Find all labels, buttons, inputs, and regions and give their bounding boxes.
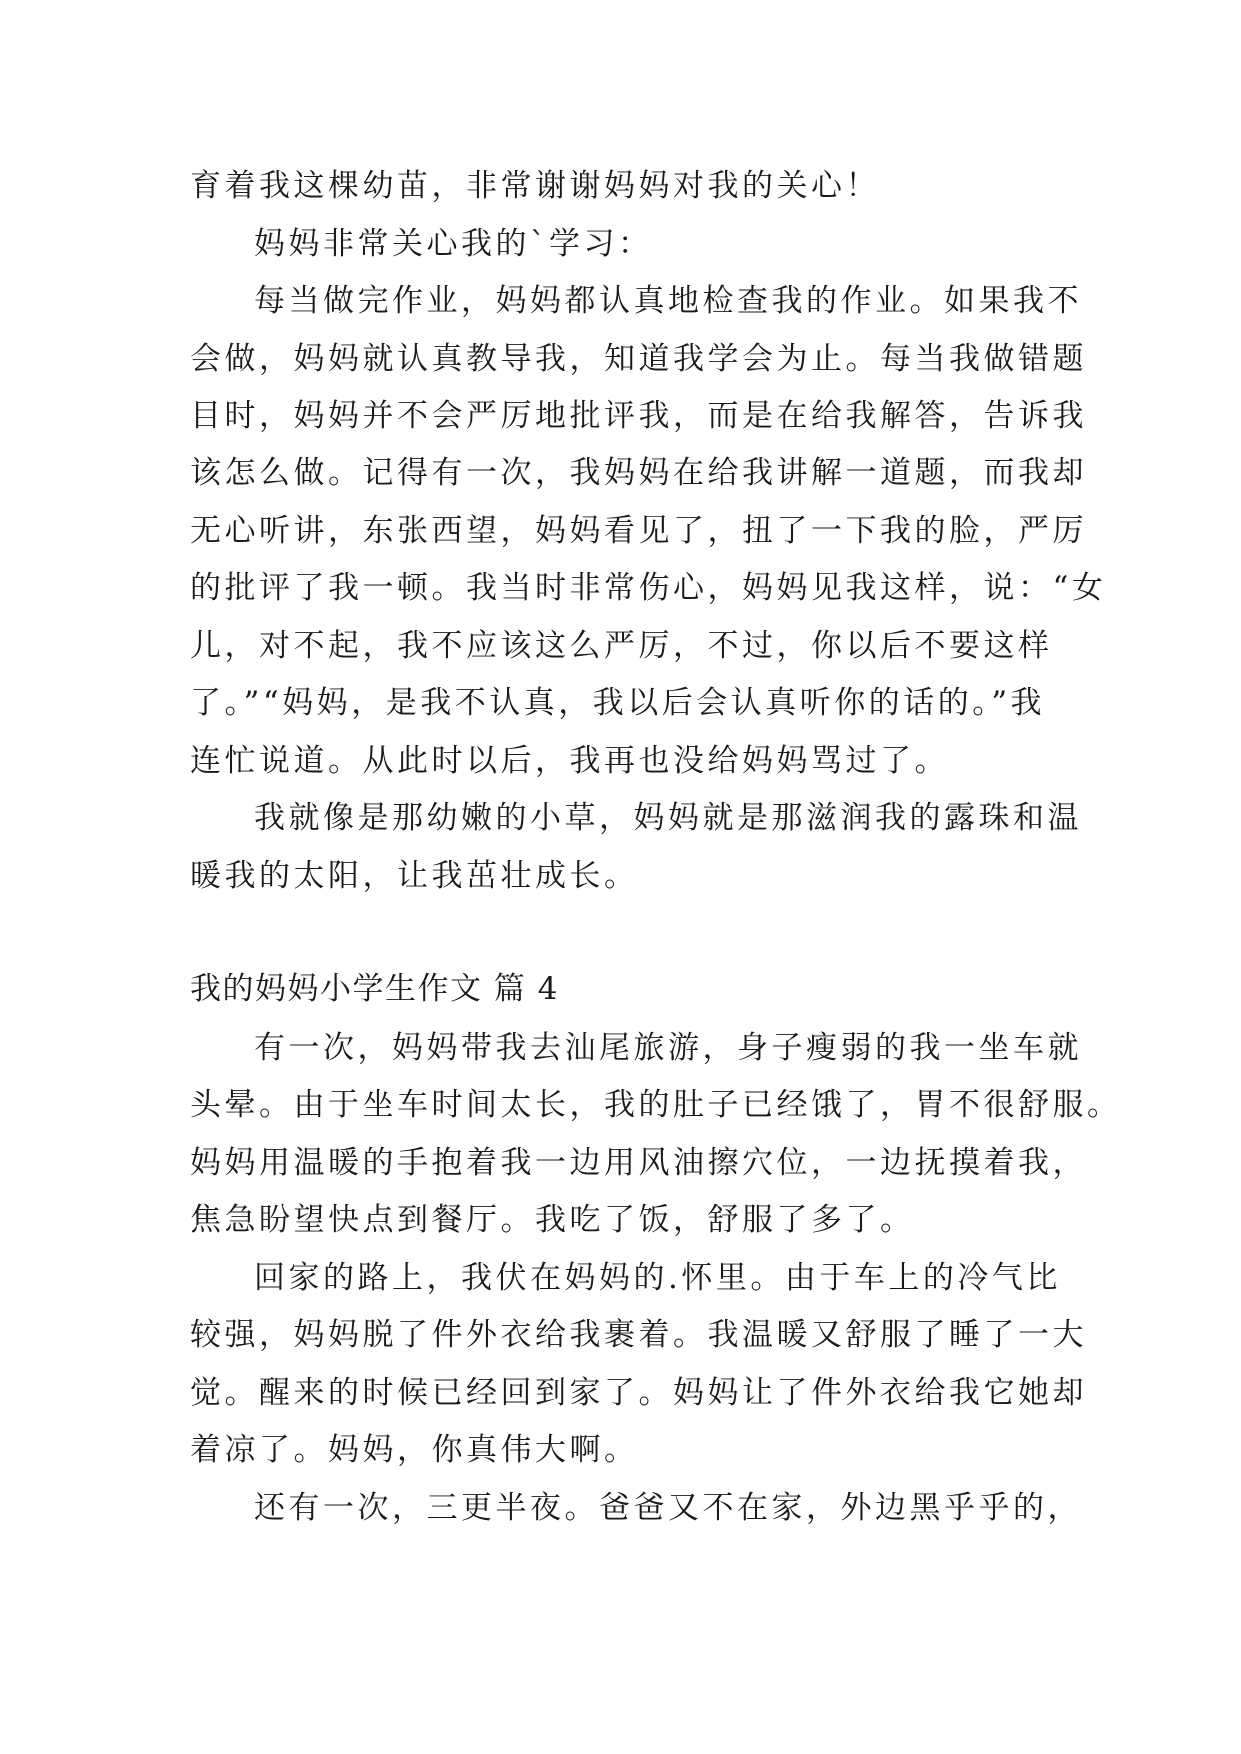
section-heading: 我的妈妈小学生作文 篇 4 [190,971,559,1007]
paragraph-line: 目时，妈妈并不会严厉地批评我，而是在给我解答，告诉我 [190,398,1087,434]
paragraph-line: 每当做完作业，妈妈都认真地检查我的作业。如果我不 [254,283,1082,319]
paragraph-line: 暖我的太阳，让我茁壮成长。 [190,858,639,894]
paragraph-line: 有一次，妈妈带我去汕尾旅游，身子瘦弱的我一坐车就 [254,1030,1082,1066]
paragraph-line: 我就像是那幼嫩的小草，妈妈就是那滋润我的露珠和温 [254,800,1082,836]
paragraph-line: 了。”“妈妈，是我不认真，我以后会认真听你的话的。”我 [190,685,1046,721]
paragraph-line: 儿，对不起，我不应该这么严厉，不过，你以后不要这样 [190,628,1053,664]
paragraph-line: 觉。醒来的时候已经回到家了。妈妈让了件外衣给我它她却 [190,1375,1087,1411]
paragraph-line: 妈妈非常关心我的`学习： [254,226,653,262]
paragraph-line: 连忙说道。从此时以后，我再也没给妈妈骂过了。 [190,743,949,779]
paragraph-line: 的批评了我一顿。我当时非常伤心，妈妈见我这样，说：“女 [190,570,1107,606]
paragraph-line: 妈妈用温暖的手抱着我一边用风油擦穴位，一边抚摸着我， [190,1145,1087,1181]
paragraph-line: 该怎么做。记得有一次，我妈妈在给我讲解一道题，而我却 [190,455,1087,491]
paragraph-line: 还有一次，三更半夜。爸爸又不在家，外边黑乎乎的， [254,1490,1082,1526]
paragraph-line: 育着我这棵幼苗，非常谢谢妈妈对我的关心！ [190,168,880,204]
paragraph-line: 头晕。由于坐车时间太长，我的肚子已经饿了，胃不很舒服。 [190,1087,1122,1123]
paragraph-line: 会做，妈妈就认真教导我，知道我学会为止。每当我做错题 [190,341,1087,377]
paragraph-line: 回家的路上，我伏在妈妈的.怀里。由于车上的冷气比 [254,1260,1061,1296]
paragraph-line: 较强，妈妈脱了件外衣给我裹着。我温暖又舒服了睡了一大 [190,1317,1087,1353]
paragraph-line: 无心听讲，东张西望，妈妈看见了，扭了一下我的脸，严厉 [190,513,1087,549]
paragraph-line: 焦急盼望快点到餐厅。我吃了饭，舒服了多了。 [190,1202,915,1238]
paragraph-line: 着凉了。妈妈，你真伟大啊。 [190,1432,639,1468]
